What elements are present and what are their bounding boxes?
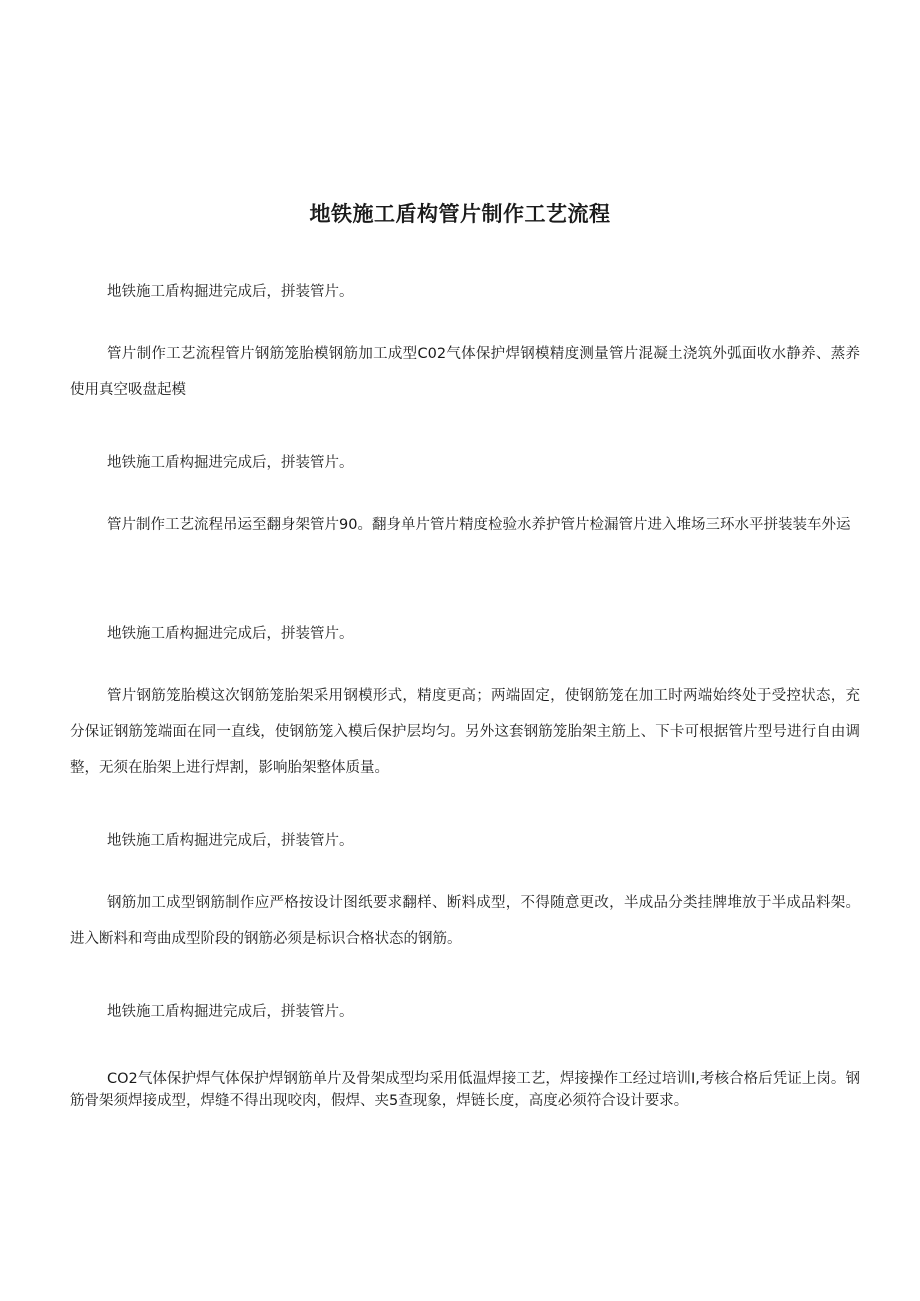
paragraph-5: 地铁施工盾构掘进完成后，拼装管片。 — [107, 626, 354, 642]
paragraph-8: 钢筋加工成型钢筋制作应严格按设计图纸要求翻样、断料成型，不得随意更改，半成品分类挂牌堆放于半成品料架。进入断料和弯曲成型阶段的钢筋必须是标识合格状态的钢筋。 — [70, 895, 860, 947]
paragraph-10: CO2气体保护焊气体保护焊钢筋单片及骨架成型均采用低温焊接工艺，焊接操作工经过培训I,考核合格后凭证上岗。钢筋骨架须焊接成型，焊缝不得出现咬肉，假焊、夹5查现象，焊链长度，高度必须符合设计要求。 — [70, 1071, 860, 1109]
paragraph-9: 地铁施工盾构掘进完成后，拼装管片。 — [107, 1004, 354, 1020]
paragraph-1: 地铁施工盾构掘进完成后，拼装管片。 — [107, 284, 354, 300]
paragraph-4: 管片制作工艺流程吊运至翻身架管片90。翻身单片管片精度检验水养护管片检漏管片进入堆场三环水平拼装装车外运 — [107, 517, 851, 533]
paragraph-7: 地铁施工盾构掘进完成后，拼装管片。 — [107, 833, 354, 849]
paragraph-3: 地铁施工盾构掘进完成后，拼装管片。 — [107, 455, 354, 471]
paragraph-2: 管片制作工艺流程管片钢筋笼胎模钢筋加工成型C02气体保护焊钢模精度测量管片混凝土浇筑外弧面收水静养、蒸养使用真空吸盘起模 — [70, 346, 860, 398]
paragraph-6: 管片钢筋笼胎模这次钢筋笼胎架采用钢模形式，精度更高；两端固定，使钢筋笼在加工时两端始终处于受控状态，充分保证钢筋笼端面在同一直线，使钢筋笼入模后保护层均匀。另外这套钢筋笼胎架主筋上、下卡可根据管片型号进行自由调整，无须在胎架上进行焊割，影响胎架整体质量。 — [70, 688, 860, 776]
document-title: 地铁施工盾构管片制作工艺流程 — [309, 202, 611, 226]
